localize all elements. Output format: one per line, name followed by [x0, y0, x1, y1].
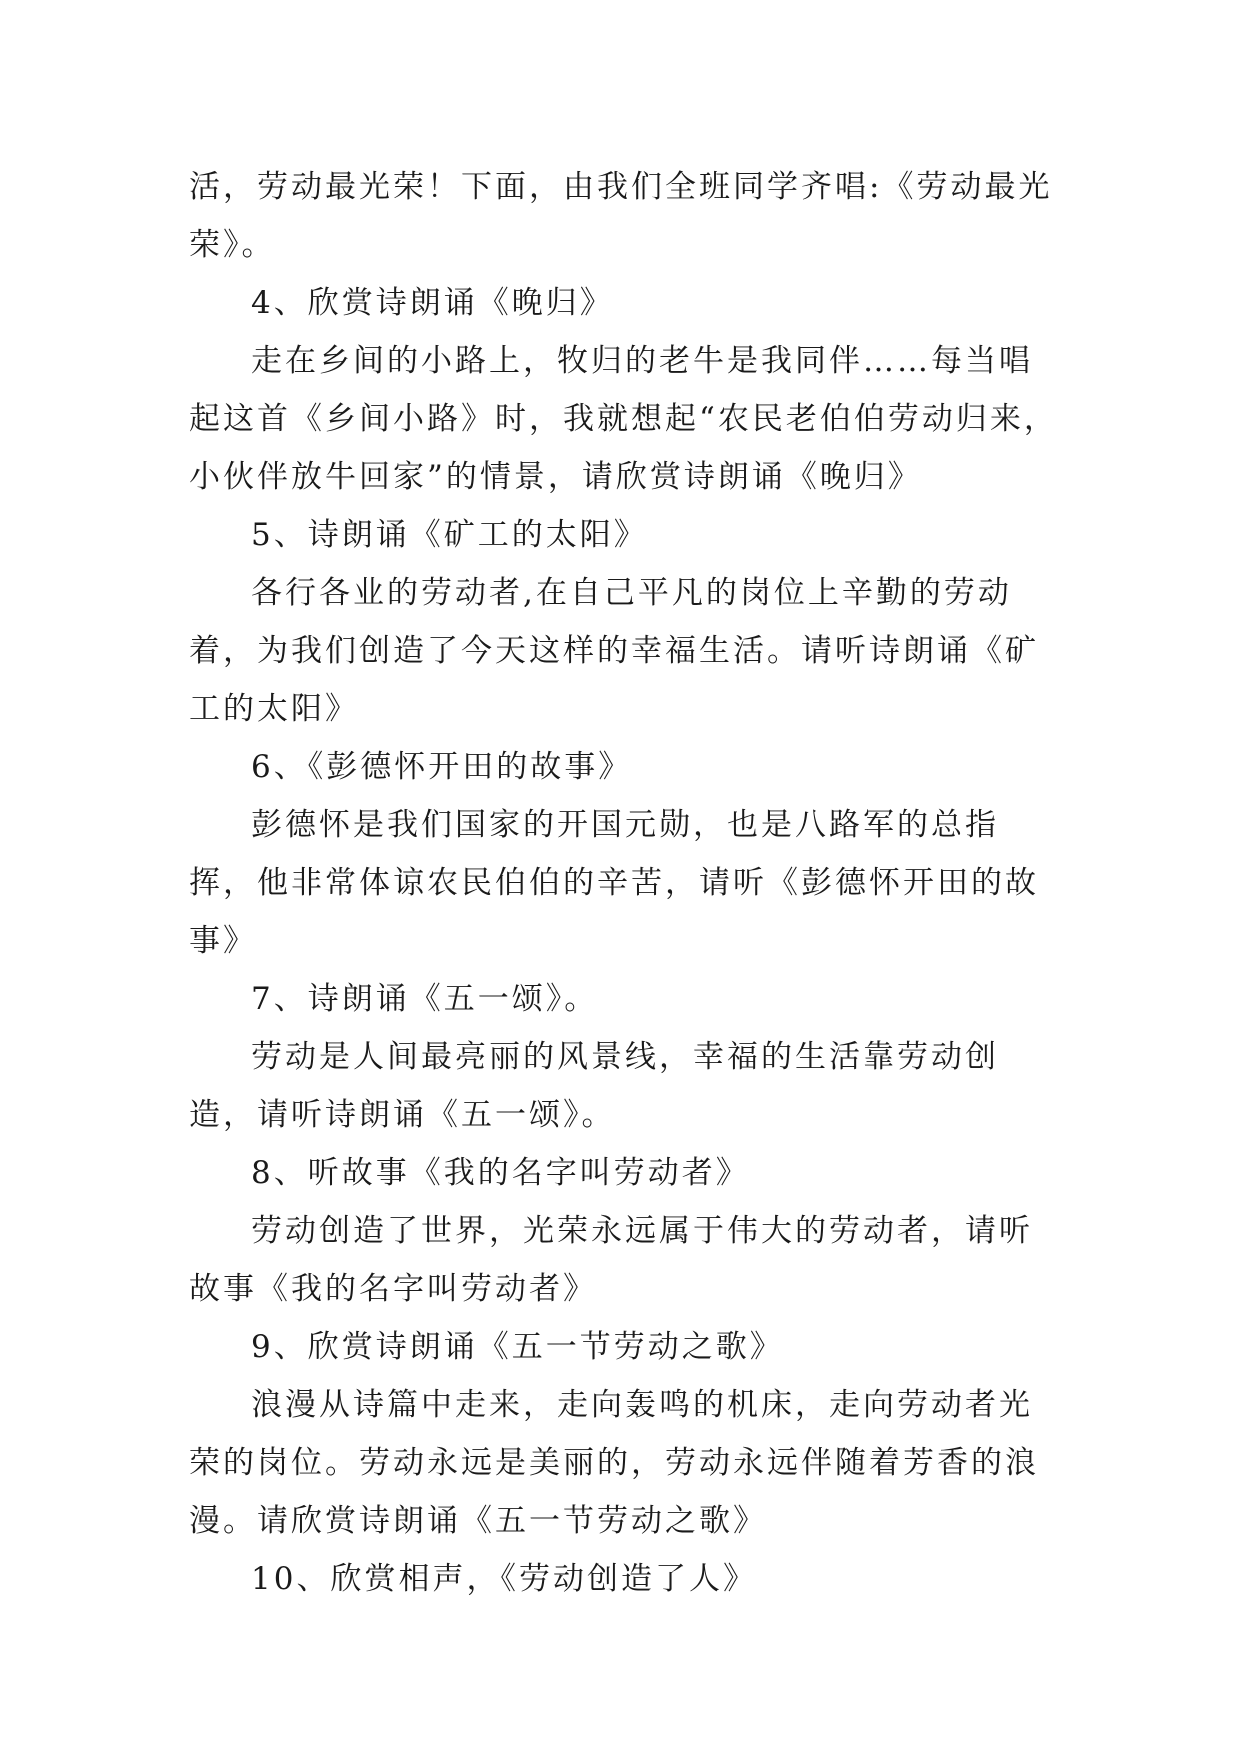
paragraph-8: 劳动创造了世界，光荣永远属于伟大的劳动者，请听故事《我的名字叫劳动者》 — [189, 1213, 1033, 1307]
paragraph-9: 浪漫从诗篇中走来，走向轰鸣的机床，走向劳动者光荣的岗位。劳动永远是美丽的，劳动永远伴随着芳香的浪漫。请欣赏诗朗诵《五一节劳动之歌》 — [189, 1387, 1039, 1539]
paragraph-continuation: 活，劳动最光荣！下面，由我们全班同学齐唱:《劳动最光荣》。 — [189, 169, 1053, 263]
paragraph-5: 各行各业的劳动者,在自己平凡的岗位上辛勤的劳动着，为我们创造了今天这样的幸福生活。请听诗朗诵《矿工的太阳》 — [189, 575, 1039, 727]
section-heading-4: 4、欣赏诗朗诵《晚归》 — [251, 285, 614, 321]
paragraph-4: 走在乡间的小路上，牧归的老牛是我同伴……每当唱起这首《乡间小路》时，我就想起“农民老伯伯劳动归来，小伙伴放牛回家”的情景，请欣赏诗朗诵《晚归》 — [189, 343, 1058, 495]
paragraph-6: 彭德怀是我们国家的开国元勋，也是八路军的总指挥，他非常体谅农民伯伯的辛苦，请听《彭德怀开田的故事》 — [189, 807, 1039, 959]
document-body — [189, 158, 1059, 1608]
section-heading-5: 5、诗朗诵《矿工的太阳》 — [251, 517, 648, 553]
paragraph-7: 劳动是人间最亮丽的风景线，幸福的生活靠劳动创造，请听诗朗诵《五一颂》。 — [189, 1039, 999, 1133]
section-heading-8: 8、听故事《我的名字叫劳动者》 — [251, 1155, 750, 1191]
section-heading-9: 9、欣赏诗朗诵《五一节劳动之歌》 — [251, 1329, 784, 1365]
section-heading-6: 6、《彭德怀开田的故事》 — [251, 749, 633, 785]
section-heading-10: 10、欣赏相声，《劳动创造了人》 — [251, 1561, 757, 1597]
section-heading-7: 7、诗朗诵《五一颂》。 — [251, 981, 599, 1017]
